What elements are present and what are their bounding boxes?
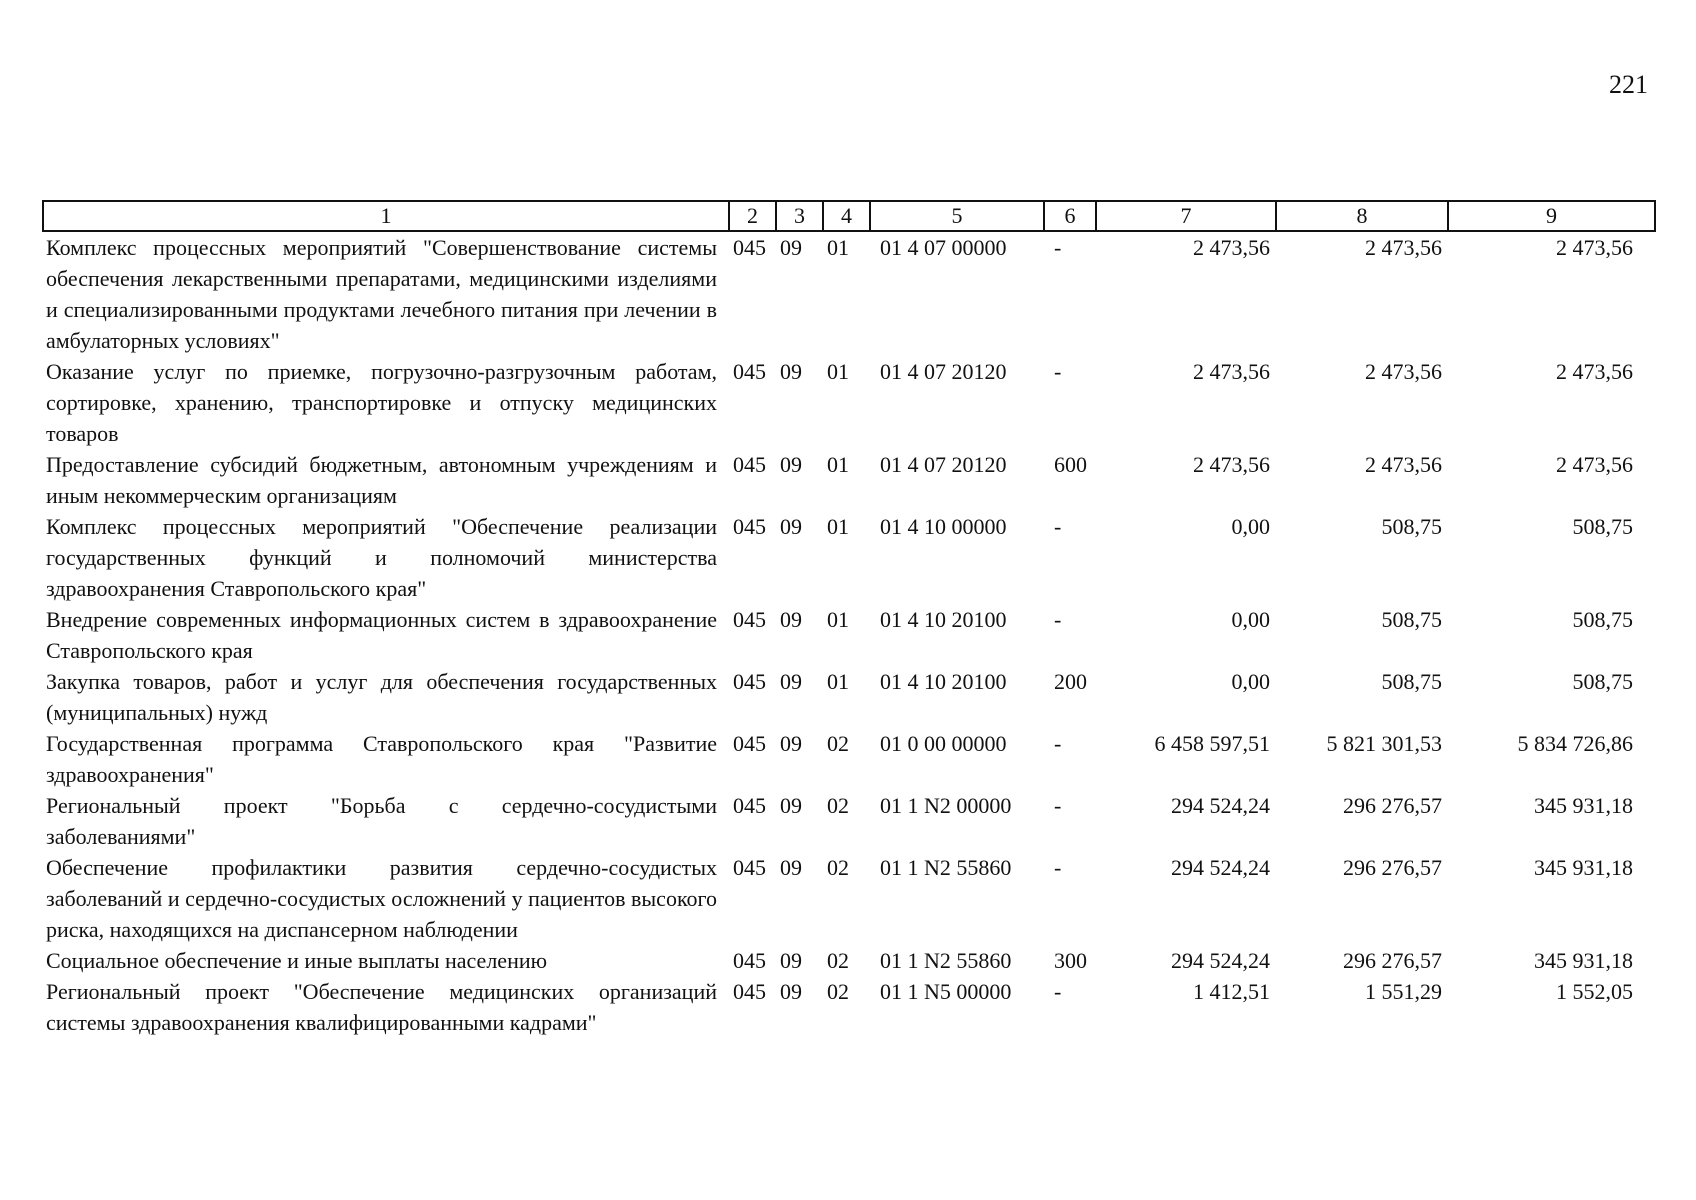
row-amount-year-3: 2 473,56 bbox=[1556, 359, 1633, 384]
row-amount-year-2: 296 276,57 bbox=[1343, 793, 1442, 818]
row-ministry-code: 045 bbox=[733, 607, 766, 632]
row-expense-type: - bbox=[1054, 979, 1062, 1004]
row-section-code: 09 bbox=[780, 731, 802, 756]
row-expense-type: - bbox=[1054, 359, 1062, 384]
table-row bbox=[43, 511, 1655, 604]
table-row bbox=[43, 728, 1655, 790]
row-section-code: 09 bbox=[780, 452, 802, 477]
row-amount-year-2: 2 473,56 bbox=[1365, 235, 1442, 260]
row-expense-type: - bbox=[1054, 855, 1062, 880]
table-row bbox=[43, 852, 1655, 945]
row-name: Государственная программа Ставропольского края "Развитие здравоохранения" bbox=[46, 731, 717, 787]
row-section-code: 09 bbox=[780, 669, 802, 694]
row-amount-year-1: 294 524,24 bbox=[1171, 948, 1270, 973]
row-section-code: 09 bbox=[780, 607, 802, 632]
row-expense-type: - bbox=[1054, 793, 1062, 818]
row-target-code: 01 0 00 00000 bbox=[880, 731, 1007, 756]
column-header-3: 3 bbox=[776, 201, 823, 231]
column-header-1: 1 bbox=[43, 201, 729, 231]
row-expense-type: 300 bbox=[1054, 948, 1087, 973]
header-row bbox=[43, 201, 1655, 231]
row-name: Комплекс процессных мероприятий "Обеспечение реализации государственных функций и полномочий министерства здравоохранения Ставропольского края" bbox=[46, 514, 717, 601]
row-ministry-code: 045 bbox=[733, 855, 766, 880]
table-row bbox=[43, 449, 1655, 511]
row-expense-type: - bbox=[1054, 514, 1062, 539]
row-ministry-code: 045 bbox=[733, 669, 766, 694]
row-target-code: 01 1 N2 55860 bbox=[880, 855, 1012, 880]
row-name: Предоставление субсидий бюджетным, автономным учреждениям и иным некоммерческим организациям bbox=[46, 452, 717, 508]
row-subsection-code: 02 bbox=[827, 979, 849, 1004]
row-target-code: 01 4 07 20120 bbox=[880, 359, 1007, 384]
row-name: Оказание услуг по приемке, погрузочно-разгрузочным работам, сортировке, хранению, транспортировке и отпуску медицинских товаров bbox=[46, 359, 717, 446]
row-name: Обеспечение профилактики развития сердечно-сосудистых заболеваний и сердечно-сосудистых осложнений у пациентов высокого риска, находящихся на диспансерном наблюдении bbox=[46, 855, 717, 942]
row-amount-year-1: 294 524,24 bbox=[1171, 793, 1270, 818]
row-subsection-code: 01 bbox=[827, 359, 849, 384]
row-subsection-code: 02 bbox=[827, 731, 849, 756]
row-target-code: 01 1 N2 55860 bbox=[880, 948, 1012, 973]
table-row bbox=[43, 666, 1655, 728]
row-amount-year-3: 345 931,18 bbox=[1534, 855, 1633, 880]
column-header-6: 6 bbox=[1044, 201, 1096, 231]
row-section-code: 09 bbox=[780, 235, 802, 260]
row-expense-type: - bbox=[1054, 607, 1062, 632]
row-amount-year-2: 296 276,57 bbox=[1343, 948, 1442, 973]
row-name: Региональный проект "Обеспечение медицинских организаций системы здравоохранения квалифицированными кадрами" bbox=[46, 979, 717, 1035]
table-row bbox=[43, 356, 1655, 449]
row-subsection-code: 01 bbox=[827, 452, 849, 477]
row-amount-year-2: 508,75 bbox=[1381, 607, 1442, 632]
row-target-code: 01 4 07 20120 bbox=[880, 452, 1007, 477]
row-amount-year-3: 2 473,56 bbox=[1556, 235, 1633, 260]
row-name: Комплекс процессных мероприятий "Совершенствование системы обеспечения лекарственными препаратами, медицинскими изделиями и специализированными продуктами лечебного питания при лечении в амбулаторных условиях" bbox=[46, 235, 717, 353]
row-subsection-code: 02 bbox=[827, 855, 849, 880]
row-name: Внедрение современных информационных систем в здравоохранение Ставропольского края bbox=[46, 607, 717, 663]
row-subsection-code: 01 bbox=[827, 514, 849, 539]
row-target-code: 01 4 10 20100 bbox=[880, 669, 1007, 694]
row-ministry-code: 045 bbox=[733, 359, 766, 384]
row-amount-year-1: 0,00 bbox=[1231, 669, 1270, 694]
row-amount-year-1: 1 412,51 bbox=[1193, 979, 1270, 1004]
row-amount-year-3: 1 552,05 bbox=[1556, 979, 1633, 1004]
row-section-code: 09 bbox=[780, 979, 802, 1004]
row-subsection-code: 02 bbox=[827, 793, 849, 818]
row-ministry-code: 045 bbox=[733, 948, 766, 973]
row-amount-year-1: 2 473,56 bbox=[1193, 359, 1270, 384]
row-expense-type: - bbox=[1054, 235, 1062, 260]
row-amount-year-2: 296 276,57 bbox=[1343, 855, 1442, 880]
row-amount-year-1: 0,00 bbox=[1231, 514, 1270, 539]
row-section-code: 09 bbox=[780, 948, 802, 973]
column-header-7: 7 bbox=[1096, 201, 1276, 231]
row-amount-year-1: 0,00 bbox=[1231, 607, 1270, 632]
page-number: 221 bbox=[1609, 70, 1648, 99]
row-subsection-code: 01 bbox=[827, 235, 849, 260]
row-amount-year-3: 508,75 bbox=[1572, 607, 1633, 632]
row-section-code: 09 bbox=[780, 359, 802, 384]
row-amount-year-3: 508,75 bbox=[1572, 514, 1633, 539]
table-row bbox=[43, 945, 1655, 976]
row-expense-type: - bbox=[1054, 731, 1062, 756]
row-amount-year-2: 2 473,56 bbox=[1365, 359, 1442, 384]
row-name: Региональный проект "Борьба с сердечно-сосудистыми заболеваниями" bbox=[46, 793, 717, 849]
row-section-code: 09 bbox=[780, 855, 802, 880]
row-ministry-code: 045 bbox=[733, 979, 766, 1004]
row-amount-year-3: 508,75 bbox=[1572, 669, 1633, 694]
row-section-code: 09 bbox=[780, 793, 802, 818]
row-subsection-code: 01 bbox=[827, 607, 849, 632]
table-row bbox=[43, 604, 1655, 666]
row-amount-year-3: 345 931,18 bbox=[1534, 948, 1633, 973]
row-name: Закупка товаров, работ и услуг для обеспечения государственных (муниципальных) нужд bbox=[46, 669, 717, 725]
column-header-9: 9 bbox=[1448, 201, 1655, 231]
row-subsection-code: 02 bbox=[827, 948, 849, 973]
row-subsection-code: 01 bbox=[827, 669, 849, 694]
row-amount-year-2: 508,75 bbox=[1381, 669, 1442, 694]
row-amount-year-3: 5 834 726,86 bbox=[1517, 731, 1633, 756]
row-amount-year-2: 508,75 bbox=[1381, 514, 1442, 539]
row-amount-year-1: 2 473,56 bbox=[1193, 235, 1270, 260]
row-amount-year-2: 2 473,56 bbox=[1365, 452, 1442, 477]
row-name: Социальное обеспечение и иные выплаты населению bbox=[46, 948, 548, 973]
row-ministry-code: 045 bbox=[733, 235, 766, 260]
row-amount-year-2: 1 551,29 bbox=[1365, 979, 1442, 1004]
row-amount-year-1: 2 473,56 bbox=[1193, 452, 1270, 477]
column-header-5: 5 bbox=[870, 201, 1044, 231]
row-amount-year-3: 345 931,18 bbox=[1534, 793, 1633, 818]
table-row bbox=[43, 231, 1655, 356]
row-amount-year-3: 2 473,56 bbox=[1556, 452, 1633, 477]
table-row bbox=[43, 976, 1655, 1038]
budget-table bbox=[42, 200, 1656, 1038]
row-ministry-code: 045 bbox=[733, 793, 766, 818]
row-ministry-code: 045 bbox=[733, 731, 766, 756]
table-row bbox=[43, 790, 1655, 852]
row-expense-type: 200 bbox=[1054, 669, 1087, 694]
column-header-2: 2 bbox=[729, 201, 776, 231]
row-section-code: 09 bbox=[780, 514, 802, 539]
column-header-4: 4 bbox=[823, 201, 870, 231]
row-target-code: 01 4 07 00000 bbox=[880, 235, 1007, 260]
row-target-code: 01 1 N2 00000 bbox=[880, 793, 1012, 818]
row-amount-year-1: 6 458 597,51 bbox=[1154, 731, 1270, 756]
row-target-code: 01 1 N5 00000 bbox=[880, 979, 1012, 1004]
row-amount-year-1: 294 524,24 bbox=[1171, 855, 1270, 880]
row-ministry-code: 045 bbox=[733, 452, 766, 477]
row-amount-year-2: 5 821 301,53 bbox=[1326, 731, 1442, 756]
column-header-8: 8 bbox=[1276, 201, 1448, 231]
row-ministry-code: 045 bbox=[733, 514, 766, 539]
row-expense-type: 600 bbox=[1054, 452, 1087, 477]
row-target-code: 01 4 10 00000 bbox=[880, 514, 1007, 539]
row-target-code: 01 4 10 20100 bbox=[880, 607, 1007, 632]
